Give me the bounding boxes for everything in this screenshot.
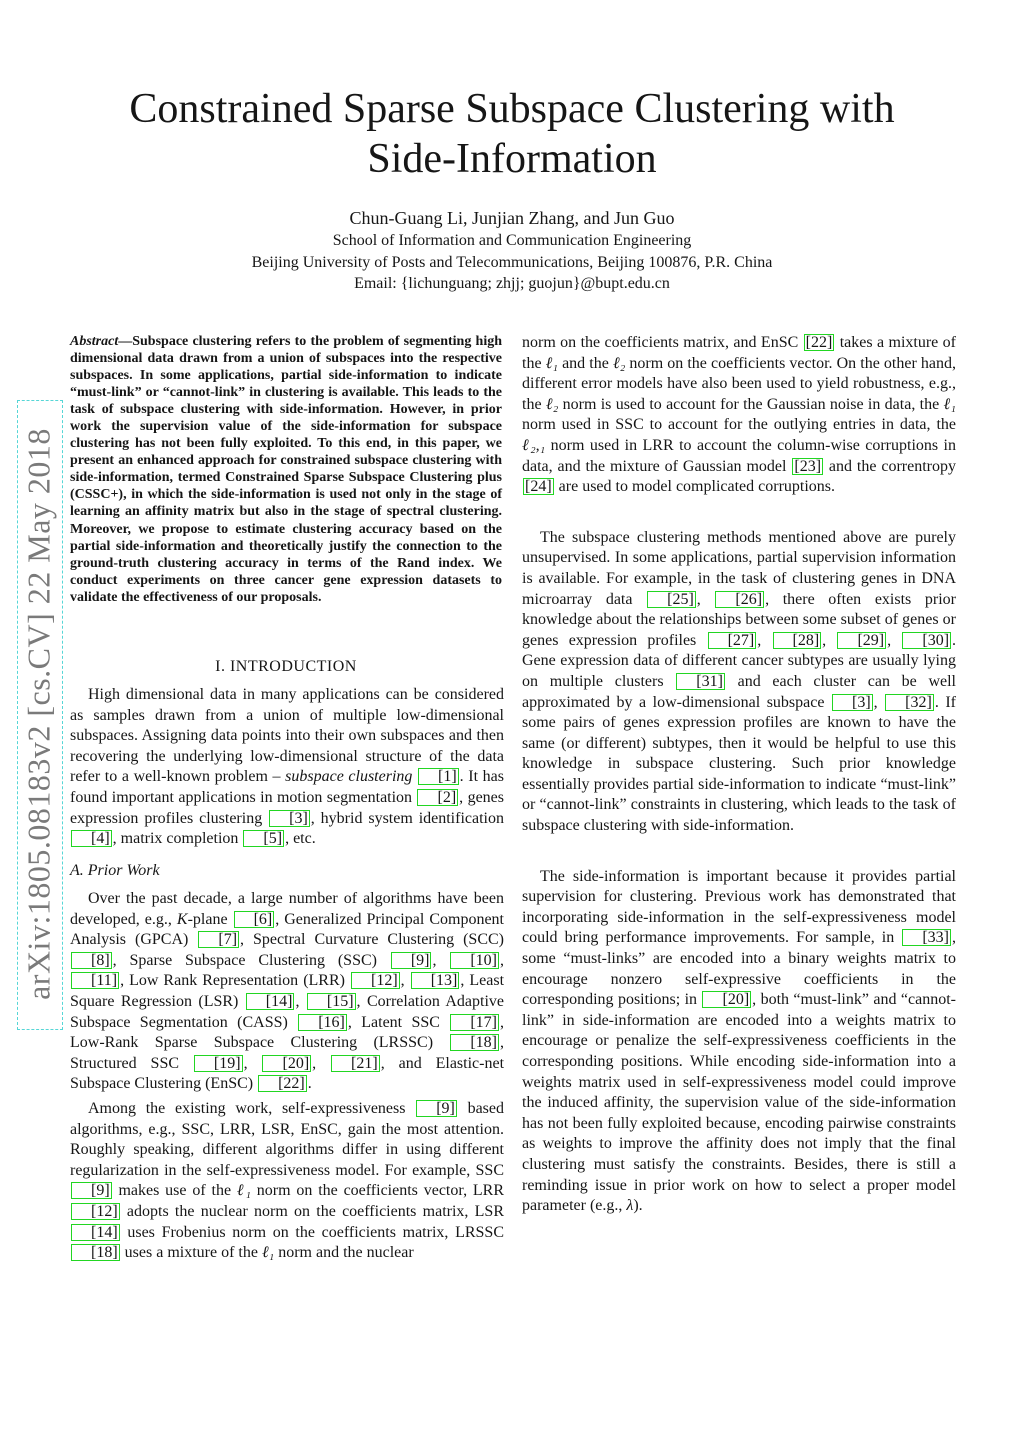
subsection-heading-prior-work: A. Prior Work [70, 862, 160, 879]
authors: Chun-Guang Li, Junjian Zhang, and Jun Guo [349, 208, 675, 228]
prior-work-paragraph-2 [70, 1099, 504, 1264]
prior-text: , [432, 951, 450, 969]
prior-text: -plane [187, 910, 233, 928]
prior-text: norm and the nuclear [274, 1244, 414, 1262]
intro-paragraph [70, 685, 504, 850]
prior-text: , Sparse Subspace Clustering (SSC) [112, 951, 390, 969]
prior-text: makes use of the [112, 1182, 237, 1200]
intro-emphasis: subspace clustering [285, 768, 413, 786]
prior-text: Among the existing work, self-expressiveness [88, 1099, 416, 1117]
body-text: are used to model complicated corruptions. [554, 478, 836, 496]
body-text: norm used in LRR to account the column-wise corruptions in data, and the mixture of Gaussian model [522, 436, 956, 475]
citation-link[interactable]: [12] [71, 1203, 120, 1220]
citation-link[interactable]: [29] [837, 632, 886, 649]
body-text: , [757, 631, 772, 649]
prior-text: . [307, 1075, 312, 1093]
math-symbol: ℓ₂ [612, 354, 626, 372]
citation-link[interactable]: [9] [416, 1100, 457, 1117]
body-text: . Gene expression data of different cancer subtypes are usually lying on multiple clusters [522, 631, 957, 690]
math-symbol: λ [626, 1197, 634, 1215]
title-line-2: Side-Information [367, 136, 657, 182]
citation-link[interactable]: [4] [71, 830, 112, 847]
citation-link[interactable]: [23] [794, 457, 822, 475]
prior-text: , [400, 972, 410, 990]
citation-link[interactable]: [14] [246, 993, 295, 1010]
math-symbol: K [176, 910, 188, 928]
prior-text: , [312, 1054, 331, 1072]
math-symbol: ℓ₁ [261, 1244, 275, 1262]
title-line-1: Constrained Sparse Subspace Clustering with [129, 86, 895, 132]
citation-link[interactable]: [3] [269, 810, 310, 827]
prior-text: , Least Square Regression (LSR) [70, 972, 505, 1010]
prior-text: , [500, 951, 504, 969]
math-symbol: ℓ₁ [236, 1182, 251, 1200]
prior-text: uses a mixture of the [120, 1244, 262, 1262]
citation-link[interactable]: [13] [411, 972, 460, 989]
citation-link[interactable]: [12] [351, 972, 400, 989]
intro-text: , genes expression profiles clustering [70, 788, 504, 827]
citation-link[interactable]: [21] [331, 1055, 380, 1072]
body-text: , [822, 631, 837, 649]
body-text: , there often exists prior knowledge about the relationships between some subset of genes or genes expression profiles [522, 590, 957, 649]
paper-title [100, 84, 924, 184]
citation-link[interactable]: [18] [450, 1034, 499, 1051]
body-text: norm is used to account for the Gaussian noise in data, the [558, 395, 944, 413]
body-text: , some “must-links” are encoded into a binary weights matrix to encourage nonzero self-expressive coefficients in the corresponding positions; in [522, 929, 956, 1009]
abstract [70, 333, 502, 606]
citation-link[interactable]: [17] [450, 1014, 499, 1031]
body-text: and each cluster can be well approximated by a low-dimensional subspace [522, 672, 957, 711]
math-symbol: ℓ₁ [943, 395, 956, 413]
citation-link[interactable]: [25] [647, 591, 696, 608]
prior-text: Over the past decade, a large number of algorithms have been developed, e.g., [70, 890, 504, 928]
right-paragraph-2 [522, 528, 956, 837]
prior-text: , Structured SSC [70, 1034, 504, 1072]
math-symbol: ℓ₂,₁ [522, 436, 546, 454]
citation-link[interactable]: [7] [198, 931, 239, 948]
prior-text: , [295, 992, 306, 1010]
citation-link[interactable]: [24] [525, 478, 552, 496]
body-text: norm on the coefficients vector. On the other hand, different error models have also been used to yield robustness, e.g., the [522, 354, 956, 413]
prior-text: , Correlation Adaptive Subspace Segmentation (CASS) [70, 992, 505, 1031]
citation-link[interactable]: [30] [902, 632, 951, 649]
prior-text: , Low Rank Representation (LRR) [120, 972, 350, 990]
body-text: norm on the coefficients matrix, and EnSC [522, 334, 803, 351]
citation-link[interactable]: [28] [773, 632, 822, 649]
body-text: , [696, 590, 715, 608]
arxiv-stamp-text: arXiv:1805.08183v2 [cs.CV] 22 May 2018 [20, 428, 57, 1000]
citation-link[interactable]: [27] [708, 632, 757, 649]
intro-text: , hybrid system identification [310, 809, 504, 827]
citation-link[interactable]: [20] [702, 991, 751, 1008]
citation-link[interactable]: [8] [71, 952, 112, 969]
body-text: ). [633, 1197, 643, 1215]
math-symbol: ℓ₁ [545, 354, 558, 372]
body-text: , both “must-link” and “cannot-link” in side-information are encoded into a weights matrix to encourage or penalize the self-expressiveness coefficients in the corresponding positions. While encoding side-information into a weights matrix used in self-expressiveness model could improve the induced affinity, the supervision value of the side-information has not been fully exploited because, encoding pairwise constraints as weights to improve the affinity does not imply that the final clustering must satisfy the constraints. Besides, there is still a reminding issue in prior work on how to select a proper model parameter (e.g., [522, 991, 956, 1215]
body-text: The subspace clustering methods mentioned above are purely unsupervised. In some applications, partial supervision information is available. For example, in the task of clustering genes in DNA microarray data [522, 528, 956, 608]
citation-link[interactable]: [9] [391, 952, 432, 969]
citation-link[interactable]: [3] [832, 694, 873, 711]
intro-text: . It has found important applications in motion segmentation [70, 768, 504, 806]
right-paragraph-1 [522, 333, 956, 498]
citation-link[interactable]: [5] [243, 830, 284, 847]
prior-text: , and Elastic-net Subspace Clustering (EnSC) [70, 1054, 505, 1093]
math-symbol: ℓ₂ [545, 395, 559, 413]
prior-work-section [70, 889, 504, 1264]
body-text: norm used in SSC to account for the outlying entries in data, the [522, 416, 956, 434]
right-paragraph-3 [522, 867, 956, 1217]
intro-text: , matrix completion [112, 830, 243, 848]
prior-text: , Latent SSC [347, 1013, 450, 1031]
citation-link[interactable]: [6] [234, 911, 275, 928]
citation-link[interactable]: [15] [307, 993, 356, 1010]
citation-link[interactable]: [20] [262, 1055, 311, 1072]
intro-text: High dimensional data in many applications can be considered as samples drawn from a union of multiple low-dimensional subspaces. Assigning data points into their own subspaces and then recovering the underlying low-dimensional structure of the data refer to a well-known problem – [70, 686, 504, 786]
citation-link[interactable]: [31] [676, 673, 725, 690]
abstract-lead: Abstract [70, 334, 119, 349]
intro-text: , etc. [285, 830, 316, 848]
body-text: , [887, 631, 902, 649]
body-text: takes a mixture of the [522, 334, 956, 372]
citation-link[interactable]: [9] [71, 1182, 112, 1199]
citation-link[interactable]: [33] [902, 929, 951, 946]
affiliation-school: School of Information and Communication Engineering [332, 232, 692, 249]
citation-link[interactable]: [22] [805, 334, 833, 351]
affiliation-university: Beijing University of Posts and Telecommunications, Beijing 100876, P.R. China [251, 254, 773, 271]
section-heading-introduction: I. INTRODUCTION [215, 658, 357, 675]
citation-link[interactable]: [11] [71, 972, 119, 989]
right-column [522, 333, 956, 1217]
body-text: . If some pairs of genes expression profiles are known to have the same (or different) subtypes, then it would be helpful to use this knowledge in subspace clustering. Such prior knowledge essentially provides partial side-information to indicate “must-link” or “cannot-link” constraints in clustering, which leads to the task of subspace clustering with side-information. [522, 693, 957, 835]
citation-link[interactable]: [19] [194, 1055, 243, 1072]
prior-text: , Spectral Curvature Clustering (SCC) [240, 931, 504, 949]
body-text: and the [557, 354, 613, 372]
body-text: , [873, 693, 885, 711]
abstract-dash: — [118, 334, 133, 349]
prior-text: uses Frobenius norm on the coefficients matrix, LRSSC [120, 1223, 504, 1241]
abstract-text: Subspace clustering refers to the problem of segmenting high dimensional data drawn from a union of subspaces into the respective subspaces. In some applications, partial side-information to indicate “must-link” or “cannot-link” in clustering is available. This leads to the task of subspace clustering with side-information. However, in prior work the supervision value of the side-information for subspace clustering has not been fully exploited. To this end, in this paper, we present an enhanced approach for constrained subspace clustering with side-information, termed Constrained Sparse Subspace Clustering plus (CSSC+), in which the side-information is used not only in the stage of learning an affinity matrix but also in the stage of spectral clustering. Moreover, we propose to estimate clustering accuracy based on the partial side-information and theoretically justify the connection to the ground-truth clustering accuracy in terms of the Rand index. We conduct experiments on three cancer gene expression datasets to validate the effectiveness of our proposals. [70, 334, 502, 605]
prior-text: , Low-Rank Sparse Subspace Clustering (LRSSC) [70, 1013, 504, 1052]
citation-link[interactable]: [22] [258, 1075, 307, 1092]
prior-text: norm on the coefficients vector, LRR [250, 1182, 505, 1200]
prior-text: , Generalized Principal Component Analysis (GPCA) [70, 910, 504, 949]
citation-link[interactable]: [2] [417, 789, 458, 806]
author-email: Email: {lichunguang; zhjj; guojun}@bupt.edu.cn [354, 275, 670, 292]
prior-text: adopts the nuclear norm on the coefficients matrix, LSR [120, 1202, 504, 1220]
prior-text: based algorithms, e.g., SSC, LRR, LSR, EnSC, gain the most attention. Roughly speaking, different algorithms differ in using different regularization in the self-expressiveness model. For example, SSC [70, 1099, 505, 1179]
citation-link[interactable]: [26] [715, 591, 764, 608]
prior-work-paragraph-1 [70, 889, 504, 1095]
citation-link[interactable]: [1] [418, 768, 459, 785]
body-text: The side-information is important because it provides partial supervision for clustering. Previous work has demonstrated that incorporating side-information in the self-expressiveness model could bring performance improvements. For sample, in [522, 867, 956, 947]
citation-link[interactable]: [18] [71, 1244, 120, 1261]
citation-link[interactable]: [14] [71, 1224, 120, 1241]
citation-link[interactable]: [16] [298, 1014, 347, 1031]
citation-link[interactable]: [10] [450, 952, 499, 969]
body-text: and the correntropy [824, 457, 957, 475]
citation-link[interactable]: [32] [885, 694, 934, 711]
prior-text: , [243, 1054, 262, 1072]
